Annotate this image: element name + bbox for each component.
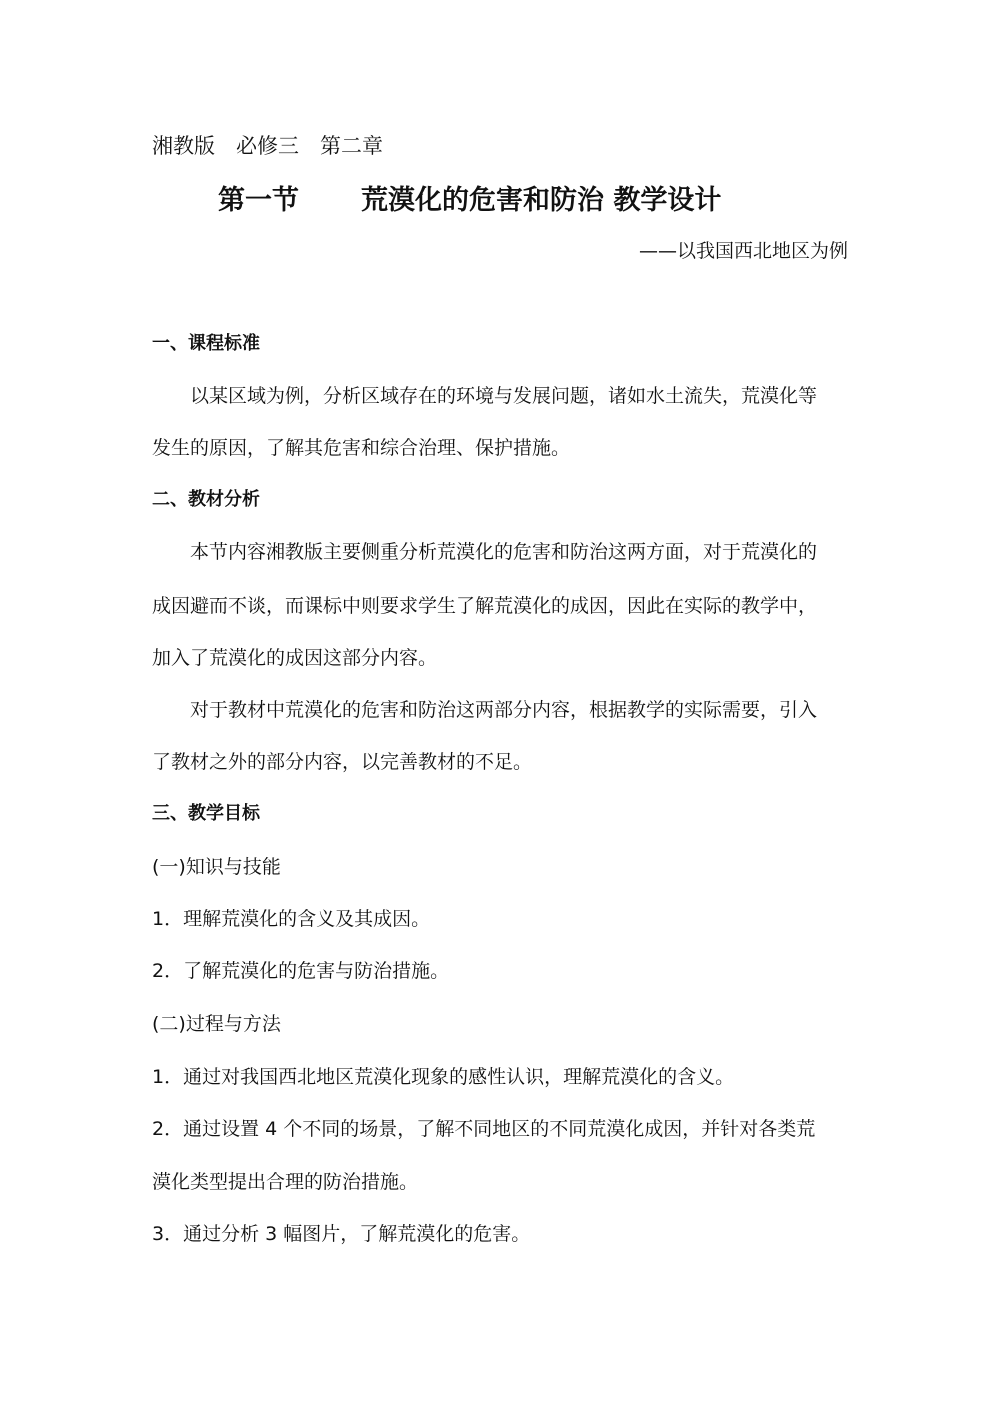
section-heading: 二、教材分析 (152, 489, 260, 510)
page-subtitle: ——以我国西北地区为例 (638, 240, 848, 262)
chapter-line: 湘教版 必修三 第二章 (152, 134, 383, 158)
list-item: 漠化类型提出合理的防治措施。 (152, 1171, 419, 1193)
section-heading: 三、教学目标 (152, 803, 260, 824)
page-title (218, 184, 721, 218)
paragraph-line: 发生的原因，了解其危害和综合治理、保护措施。 (152, 437, 571, 459)
title-main: 荒漠化的危害和防治 教学设计 (361, 185, 722, 216)
paragraph-line: 了教材之外的部分内容，以完善教材的不足。 (152, 751, 533, 773)
paragraph-line: 对于教材中荒漠化的危害和防治这两部分内容，根据教学的实际需要，引入 (190, 699, 818, 721)
title-section: 第一节 (218, 185, 299, 216)
list-item: 2．了解荒漠化的危害与防治措施。 (152, 960, 450, 982)
list-item: 1．通过对我国西北地区荒漠化现象的感性认识，理解荒漠化的含义。 (152, 1066, 735, 1088)
paragraph-line: 加入了荒漠化的成因这部分内容。 (152, 647, 438, 669)
paragraph-line: 以某区域为例，分析区域存在的环境与发展问题，诸如水土流失，荒漠化等 (190, 385, 818, 407)
list-item: 2．通过设置 4 个不同的场景，了解不同地区的不同荒漠化成因，并针对各类荒 (152, 1118, 816, 1140)
subsection-heading: (一)知识与技能 (152, 856, 281, 878)
subsection-heading: (二)过程与方法 (152, 1013, 281, 1035)
list-item: 3．通过分析 3 幅图片，了解荒漠化的危害。 (152, 1223, 531, 1245)
list-item: 1．理解荒漠化的含义及其成因。 (152, 908, 431, 930)
section-heading: 一、课程标准 (152, 333, 260, 354)
paragraph-line: 成因避而不谈，而课标中则要求学生了解荒漠化的成因，因此在实际的教学中， (152, 595, 818, 617)
paragraph-line: 本节内容湘教版主要侧重分析荒漠化的危害和防治这两方面，对于荒漠化的 (190, 541, 818, 563)
